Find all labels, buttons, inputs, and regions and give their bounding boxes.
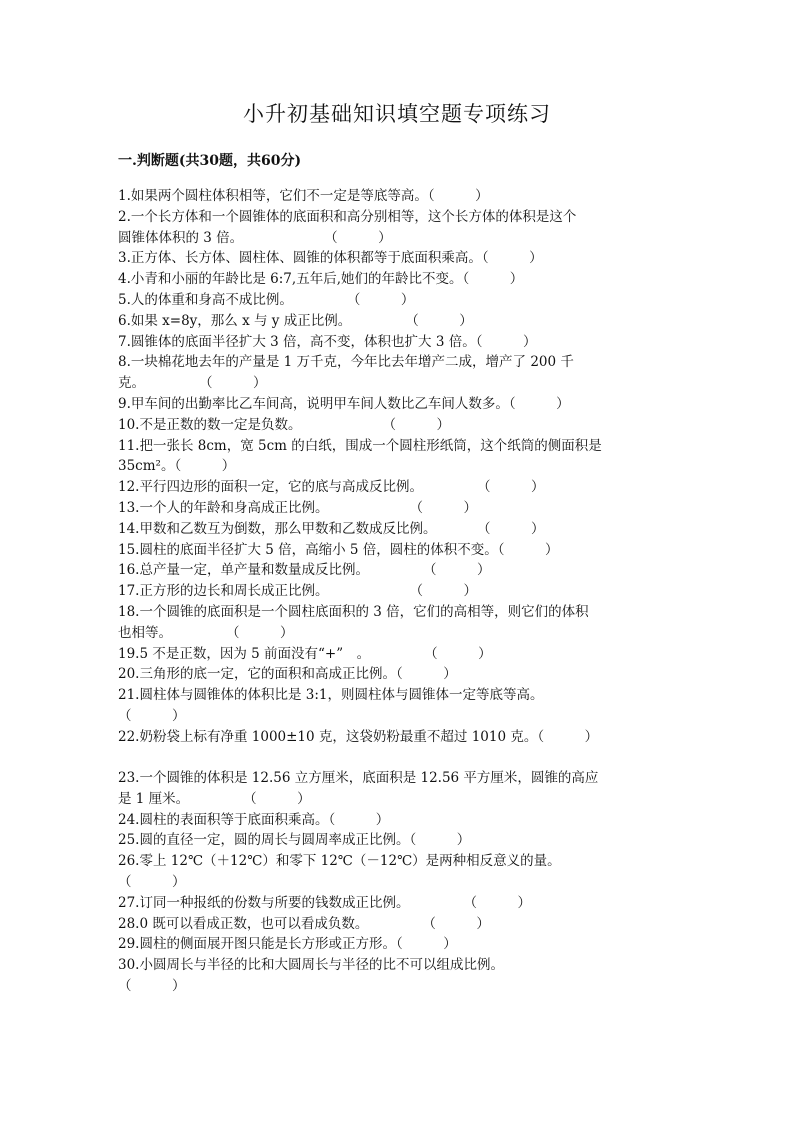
- question-line-18-cont: 也相等。 （ ）: [118, 625, 294, 641]
- question-line-1: 1.如果两个圆柱体积相等，它们不一定是等底等高。（ ）: [118, 188, 489, 204]
- question-line-26: 26.零上 12℃（＋12℃）和零下 12℃（－12℃）是两种相反意义的量。: [118, 853, 561, 869]
- question-line-28: 28.0 既可以看成正数，也可以看成负数。 （ ）: [118, 916, 490, 932]
- question-line-8: 8.一块棉花地去年的产量是 1 万千克，今年比去年增产二成，增产了 200 千: [118, 354, 574, 370]
- question-line-30: 30.小圆周长与半径的比和大圆周长与半径的比不可以组成比例。: [118, 957, 504, 973]
- question-line-16: 16.总产量一定，单产量和数量成反比例。 （ ）: [118, 562, 491, 578]
- question-line-22: 22.奶粉袋上标有净重 1000±10 克，这袋奶粉最重不超过 1010 克。（ ）: [118, 729, 599, 745]
- question-line-23-cont: 是 1 厘米。 （ ）: [118, 791, 311, 807]
- question-line-10: 10.不是正数的数一定是负数。 （ ）: [118, 417, 450, 433]
- question-line-2: 2.一个长方体和一个圆锥体的底面积和高分别相等，这个长方体的体积是这个: [118, 209, 577, 225]
- question-line-30-cont: （ ）: [118, 978, 186, 994]
- question-line-20: 20.三角形的底一定，它的面积和高成正比例。（ ）: [118, 666, 457, 682]
- question-line-12: 12.平行四边形的面积一定，它的底与高成反比例。 （ ）: [118, 479, 545, 495]
- question-line-6: 6.如果 x=8y，那么 x 与 y 成正比例。 （ ）: [118, 313, 473, 329]
- question-line-23: 23.一个圆锥的体积是 12.56 立方厘米，底面积是 12.56 平方厘米，圆锥的高应: [118, 770, 599, 786]
- page-title: 小升初基础知识填空题专项练习: [243, 102, 551, 126]
- question-line-26-cont: （ ）: [118, 874, 186, 890]
- question-line-5: 5.人的体重和身高不成比例。 （ ）: [118, 292, 415, 308]
- question-line-2-cont: 圆锥体体积的 3 倍。 （ ）: [118, 230, 392, 246]
- question-line-13: 13.一个人的年龄和身高成正比例。 （ ）: [118, 500, 477, 516]
- question-line-15: 15.圆柱的底面半径扩大 5 倍，高缩小 5 倍，圆柱的体积不变。（ ）: [118, 542, 559, 558]
- question-line-24: 24.圆柱的表面积等于底面积乘高。（ ）: [118, 812, 390, 828]
- question-line-21-cont: （ ）: [118, 708, 186, 724]
- question-line-3: 3.正方体、长方体、圆柱体、圆锥的体积都等于底面积乘高。（ ）: [118, 250, 543, 266]
- question-line-11-cont: 35cm²。（ ）: [118, 458, 236, 474]
- question-line-17: 17.正方形的边长和周长成正比例。 （ ）: [118, 583, 477, 599]
- question-line-25: 25.圆的直径一定，圆的周长与圆周率成正比例。（ ）: [118, 832, 471, 848]
- question-line-4: 4.小青和小丽的年龄比是 6:7,五年后,她们的年龄比不变。（ ）: [118, 271, 524, 287]
- question-line-14: 14.甲数和乙数互为倒数，那么甲数和乙数成反比例。 （ ）: [118, 521, 545, 537]
- question-line-11: 11.把一张长 8cm，宽 5cm 的白纸，围成一个圆柱形纸筒，这个纸筒的侧面积是: [118, 438, 602, 454]
- section-heading: 一.判断题(共30题，共60分): [118, 153, 302, 169]
- question-line-27: 27.订同一种报纸的份数与所要的钱数成正比例。 （ ）: [118, 895, 531, 911]
- question-line-9: 9.甲车间的出勤率比乙车间高，说明甲车间人数比乙车间人数多。（ ）: [118, 396, 570, 412]
- question-line-29: 29.圆柱的侧面展开图只能是长方形或正方形。（ ）: [118, 936, 457, 952]
- question-line-19: 19.5 不是正数，因为 5 前面没有“+” 。 （ ）: [118, 646, 492, 662]
- question-line-8-cont: 克。 （ ）: [118, 375, 267, 391]
- question-line-18: 18.一个圆锥的底面积是一个圆柱底面积的 3 倍，它们的高相等，则它们的体积: [118, 604, 589, 620]
- question-line-7: 7.圆锥体的底面半径扩大 3 倍，高不变，体积也扩大 3 倍。（ ）: [118, 334, 537, 350]
- question-line-21: 21.圆柱体与圆锥体的体积比是 3:1，则圆柱体与圆锥体一定等底等高。: [118, 687, 544, 703]
